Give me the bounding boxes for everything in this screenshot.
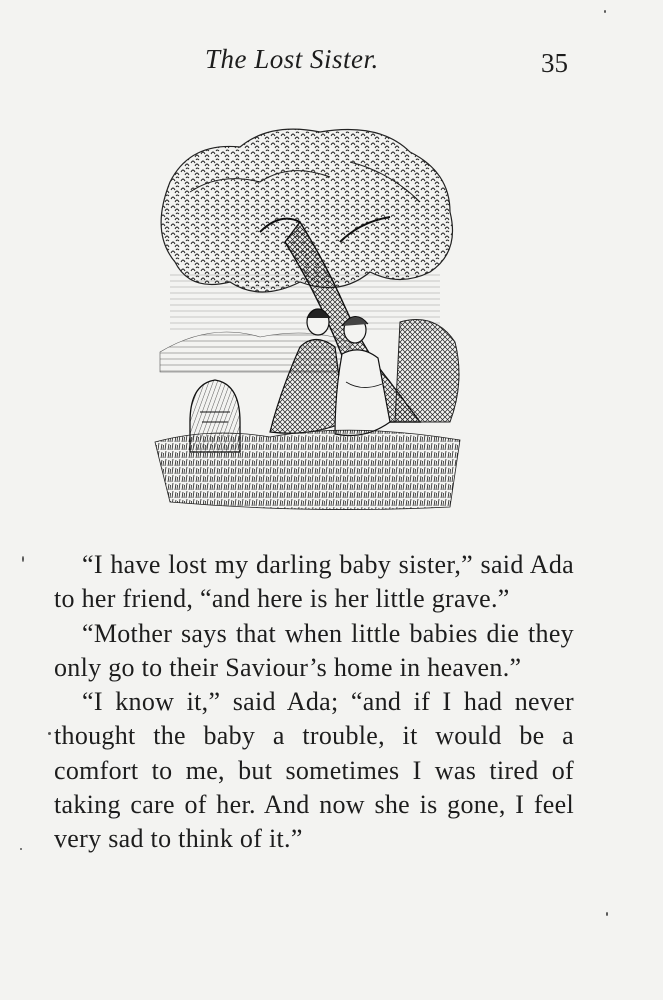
engraving-two-girls-under-tree-by-grave-icon [150, 122, 465, 510]
page-number: 35 [541, 48, 568, 78]
body-text [54, 548, 574, 857]
paragraph: “Mother says that when little babies die they only go to their Saviour’s home in heaven.” [54, 618, 574, 682]
paragraph: “I know it,” said Ada; “and if I had never thought the baby a trouble, it would be a comfort to me, but sometimes I was tired of taking care of her. And now she is gone, I feel very sad to think of it.” [54, 687, 574, 854]
paragraph: “I have lost my darling baby sister,” said Ada to her friend, “and here is her little grave.” [54, 550, 574, 614]
running-head [0, 44, 663, 80]
running-title: The Lost Sister. [205, 44, 379, 74]
